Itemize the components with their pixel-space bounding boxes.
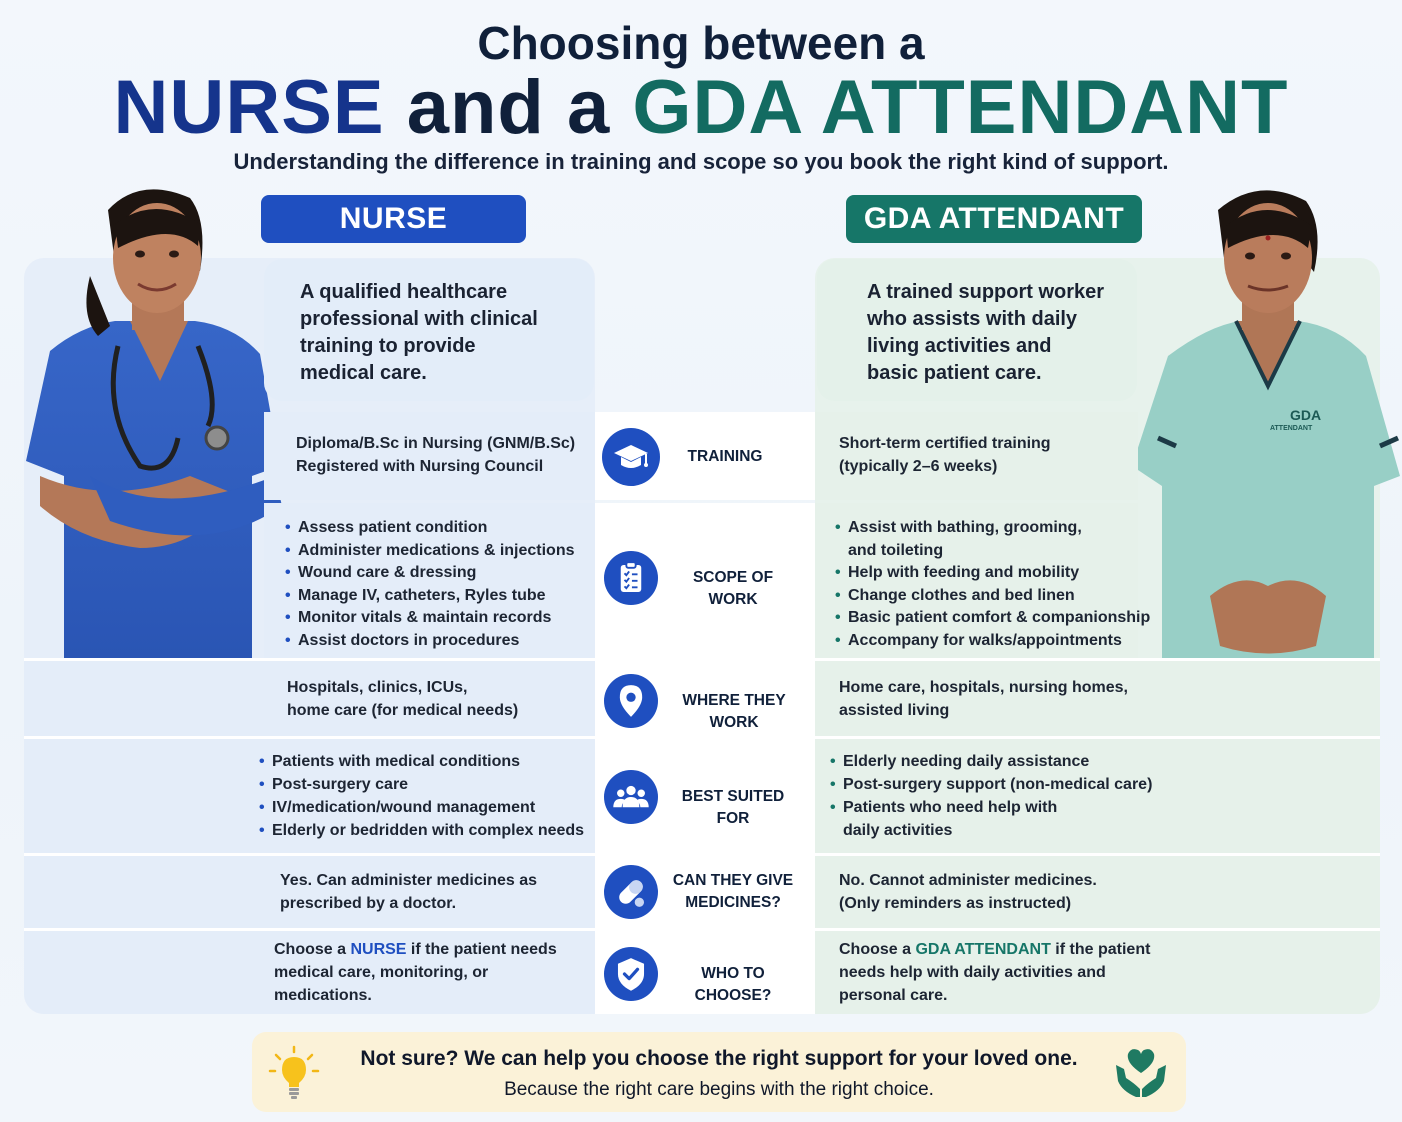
list-item-continuation: daily activities: [843, 822, 953, 839]
medicines-label-line: CAN THEY GIVE: [672, 872, 794, 889]
list-item: • Change clothes and bed linen: [835, 585, 1150, 608]
heart-hands-icon: [1112, 1045, 1170, 1099]
gda-suited-list: [830, 750, 1152, 842]
main-title: [0, 62, 1402, 154]
list-item: • Patients with medical conditions: [259, 750, 584, 773]
nurse-medicines-line: Yes. Can administer medicines as: [280, 872, 538, 889]
nurse-intro-line: A qualified healthcare: [300, 281, 508, 303]
footer-headline: Not sure? We can help you choose the right support for your loved one.: [360, 1047, 1078, 1070]
gda-intro-line: who assists with daily: [867, 308, 1078, 330]
nurse-where-line: Hospitals, clinics, ICUs,: [287, 679, 468, 696]
gda-intro-line: basic patient care.: [867, 362, 1042, 384]
people-group-icon: [604, 770, 658, 824]
nurse-photo: [20, 176, 290, 658]
list-item: • Accompany for walks/appointments: [835, 630, 1150, 653]
subtitle: Understanding the difference in training and scope so you book the right kind of support.: [233, 149, 1169, 174]
can-they-give-medicines-label: [664, 870, 802, 914]
gda-intro-line: living activities and: [867, 335, 1052, 357]
scope-of-work-label: SCOPE OF WORK: [692, 569, 774, 608]
gda-intro-line: A trained support worker: [867, 281, 1105, 303]
who-to-choose-label: WHO TO CHOOSE?: [694, 965, 772, 1004]
gda-choose-line: personal care.: [839, 987, 948, 1004]
nurse-intro-card: [264, 259, 594, 401]
gda-column-header: GDA ATTENDANT: [846, 195, 1142, 243]
gda-where-line: assisted living: [839, 702, 950, 719]
choose-suffix: if the patient needs: [406, 941, 557, 958]
pill-capsule-icon: [604, 865, 658, 919]
location-pin-icon: [604, 674, 658, 728]
list-item: • Manage IV, catheters, Ryles tube: [285, 585, 575, 608]
list-item: • Assess patient condition: [285, 517, 575, 540]
nurse-training-text: [296, 432, 575, 478]
choose-prefix: Choose a: [274, 941, 351, 958]
nurse-medicines-line: prescribed by a doctor.: [280, 895, 457, 912]
nurse-training-line: Diploma/B.Sc in Nursing (GNM/B.Sc): [296, 435, 576, 452]
nurse-intro-line: professional with clinical: [300, 308, 538, 330]
list-item: • Monitor vitals & maintain records: [285, 607, 575, 630]
gda-where-line: Home care, hospitals, nursing homes,: [839, 679, 1128, 696]
gda-medicines-line: No. Cannot administer medicines.: [839, 872, 1097, 889]
gda-training-line: (typically 2–6 weeks): [839, 458, 998, 475]
list-item: • Post-surgery care: [259, 773, 584, 796]
choose-prefix: Choose a: [839, 941, 916, 958]
choose-suffix: if the patient: [1050, 941, 1151, 958]
shield-check-icon: [604, 947, 658, 1001]
nurse-choose-line: medical care, monitoring, or: [274, 964, 489, 981]
where-they-work-label: WHERE THEY WORK: [682, 692, 786, 731]
nurse-suited-list: [259, 750, 584, 842]
list-item: • IV/medication/wound management: [259, 796, 584, 819]
title-gda-attendant: GDA ATTENDANT: [632, 65, 1289, 150]
list-item: • Administer medications & injections: [285, 540, 575, 563]
graduation-cap-icon: [602, 428, 660, 486]
clipboard-checklist-icon: [604, 551, 658, 605]
list-item: • Wound care & dressing: [285, 562, 575, 585]
badge-attendant: ATTENDANT: [1270, 425, 1313, 432]
gda-choose-line: needs help with daily activities and: [839, 964, 1106, 981]
medicines-label-line: MEDICINES?: [685, 894, 781, 911]
gda-medicines-text: [839, 869, 1097, 915]
training-label: TRAINING: [687, 448, 763, 465]
nurse-training-line: Registered with Nursing Council: [296, 458, 544, 475]
gda-medicines-line: (Only reminders as instructed): [839, 895, 1072, 912]
choose-gda-highlight: GDA ATTENDANT: [915, 941, 1051, 958]
list-item: • Assist with bathing, grooming,: [835, 517, 1150, 540]
choose-nurse-highlight: NURSE: [350, 941, 407, 958]
gda-choose-text: [839, 938, 1150, 1007]
nurse-where-text: [287, 676, 518, 722]
nurse-column-header: NURSE: [261, 195, 526, 243]
list-item: • Help with feeding and mobility: [835, 562, 1150, 585]
gda-training-text: [839, 432, 1051, 478]
list-item: • Assist doctors in procedures: [285, 630, 575, 653]
best-suited-for-label: BEST SUITED FOR: [681, 788, 785, 827]
badge-gda: GDA: [1290, 407, 1322, 423]
list-item: • Elderly or bedridden with complex needs: [259, 819, 584, 842]
nurse-where-line: home care (for medical needs): [287, 702, 519, 719]
gda-attendant-photo: [1128, 176, 1402, 658]
nurse-medicines-text: [280, 869, 537, 915]
gda-scope-list: [835, 517, 1150, 652]
gda-choose-line: [839, 938, 1150, 961]
nurse-choose-line: medications.: [274, 987, 372, 1004]
list-item: • Basic patient comfort & companionship: [835, 607, 1150, 630]
gda-where-text: [839, 676, 1128, 722]
gda-intro-card: [817, 259, 1137, 401]
nurse-choose-text: [274, 938, 557, 1007]
title-nurse: NURSE: [113, 65, 385, 150]
list-item: • Elderly needing daily assistance: [830, 750, 1152, 773]
list-item-continuation: and toileting: [848, 541, 944, 559]
title-and: and a: [406, 65, 611, 150]
nurse-intro-line: training to provide: [300, 335, 476, 357]
nurse-scope-list: [285, 517, 575, 652]
nurse-choose-line: [274, 938, 557, 961]
list-item: • Post-surgery support (non-medical care): [830, 773, 1152, 796]
title-line-1: Choosing between a: [477, 17, 925, 69]
gda-training-line: Short-term certified training: [839, 435, 1051, 452]
nurse-intro-line: medical care.: [300, 362, 427, 384]
footer-tagline: Because the right care begins with the right choice.: [504, 1079, 934, 1100]
list-item: • Patients who need help with: [830, 796, 1152, 819]
